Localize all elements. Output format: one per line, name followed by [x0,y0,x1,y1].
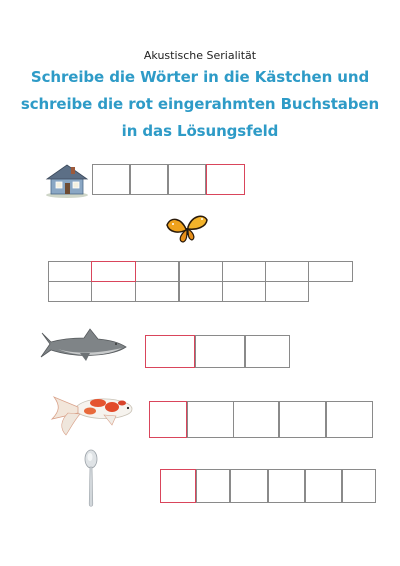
letter-box[interactable] [135,281,179,302]
letter-box[interactable] [265,281,309,302]
highlighted-letter-box[interactable] [91,261,136,282]
letter-box[interactable] [196,469,230,503]
spoon-icon [80,448,102,510]
letter-box[interactable] [268,469,305,503]
letter-box[interactable] [222,281,266,302]
instruction-line-3: in das Lösungsfeld [121,122,279,140]
letter-box[interactable] [92,164,130,195]
letter-box[interactable] [245,335,290,368]
butterfly-icon [164,212,210,244]
letter-box[interactable] [130,164,168,195]
letter-box[interactable] [233,401,279,438]
letter-box[interactable] [179,281,223,302]
shark-icon [38,327,128,363]
letter-box[interactable] [187,401,234,438]
highlighted-letter-box[interactable] [206,164,245,195]
letter-box[interactable] [230,469,268,503]
koi-fish-icon [46,389,136,437]
letter-box[interactable] [342,469,376,503]
letter-box[interactable] [265,261,309,282]
worksheet-header: Akustische Serialität [143,49,257,62]
highlighted-letter-box[interactable] [160,469,196,503]
instruction-line-1: Schreibe die Wörter in die Kästchen und [30,68,370,86]
highlighted-letter-box[interactable] [145,335,195,368]
letter-box[interactable] [279,401,326,438]
letter-box[interactable] [179,261,223,282]
highlighted-letter-box[interactable] [149,401,187,438]
letter-box[interactable] [308,261,353,282]
instruction-line-2: schreibe die rot eingerahmten Buchstaben [20,95,380,113]
house-icon [44,162,90,198]
letter-box[interactable] [48,261,92,282]
letter-box[interactable] [195,335,245,368]
letter-box[interactable] [305,469,342,503]
letter-box[interactable] [222,261,266,282]
letter-box[interactable] [326,401,373,438]
letter-box[interactable] [91,281,136,302]
letter-box[interactable] [135,261,179,282]
letter-box[interactable] [48,281,92,302]
letter-box[interactable] [168,164,206,195]
